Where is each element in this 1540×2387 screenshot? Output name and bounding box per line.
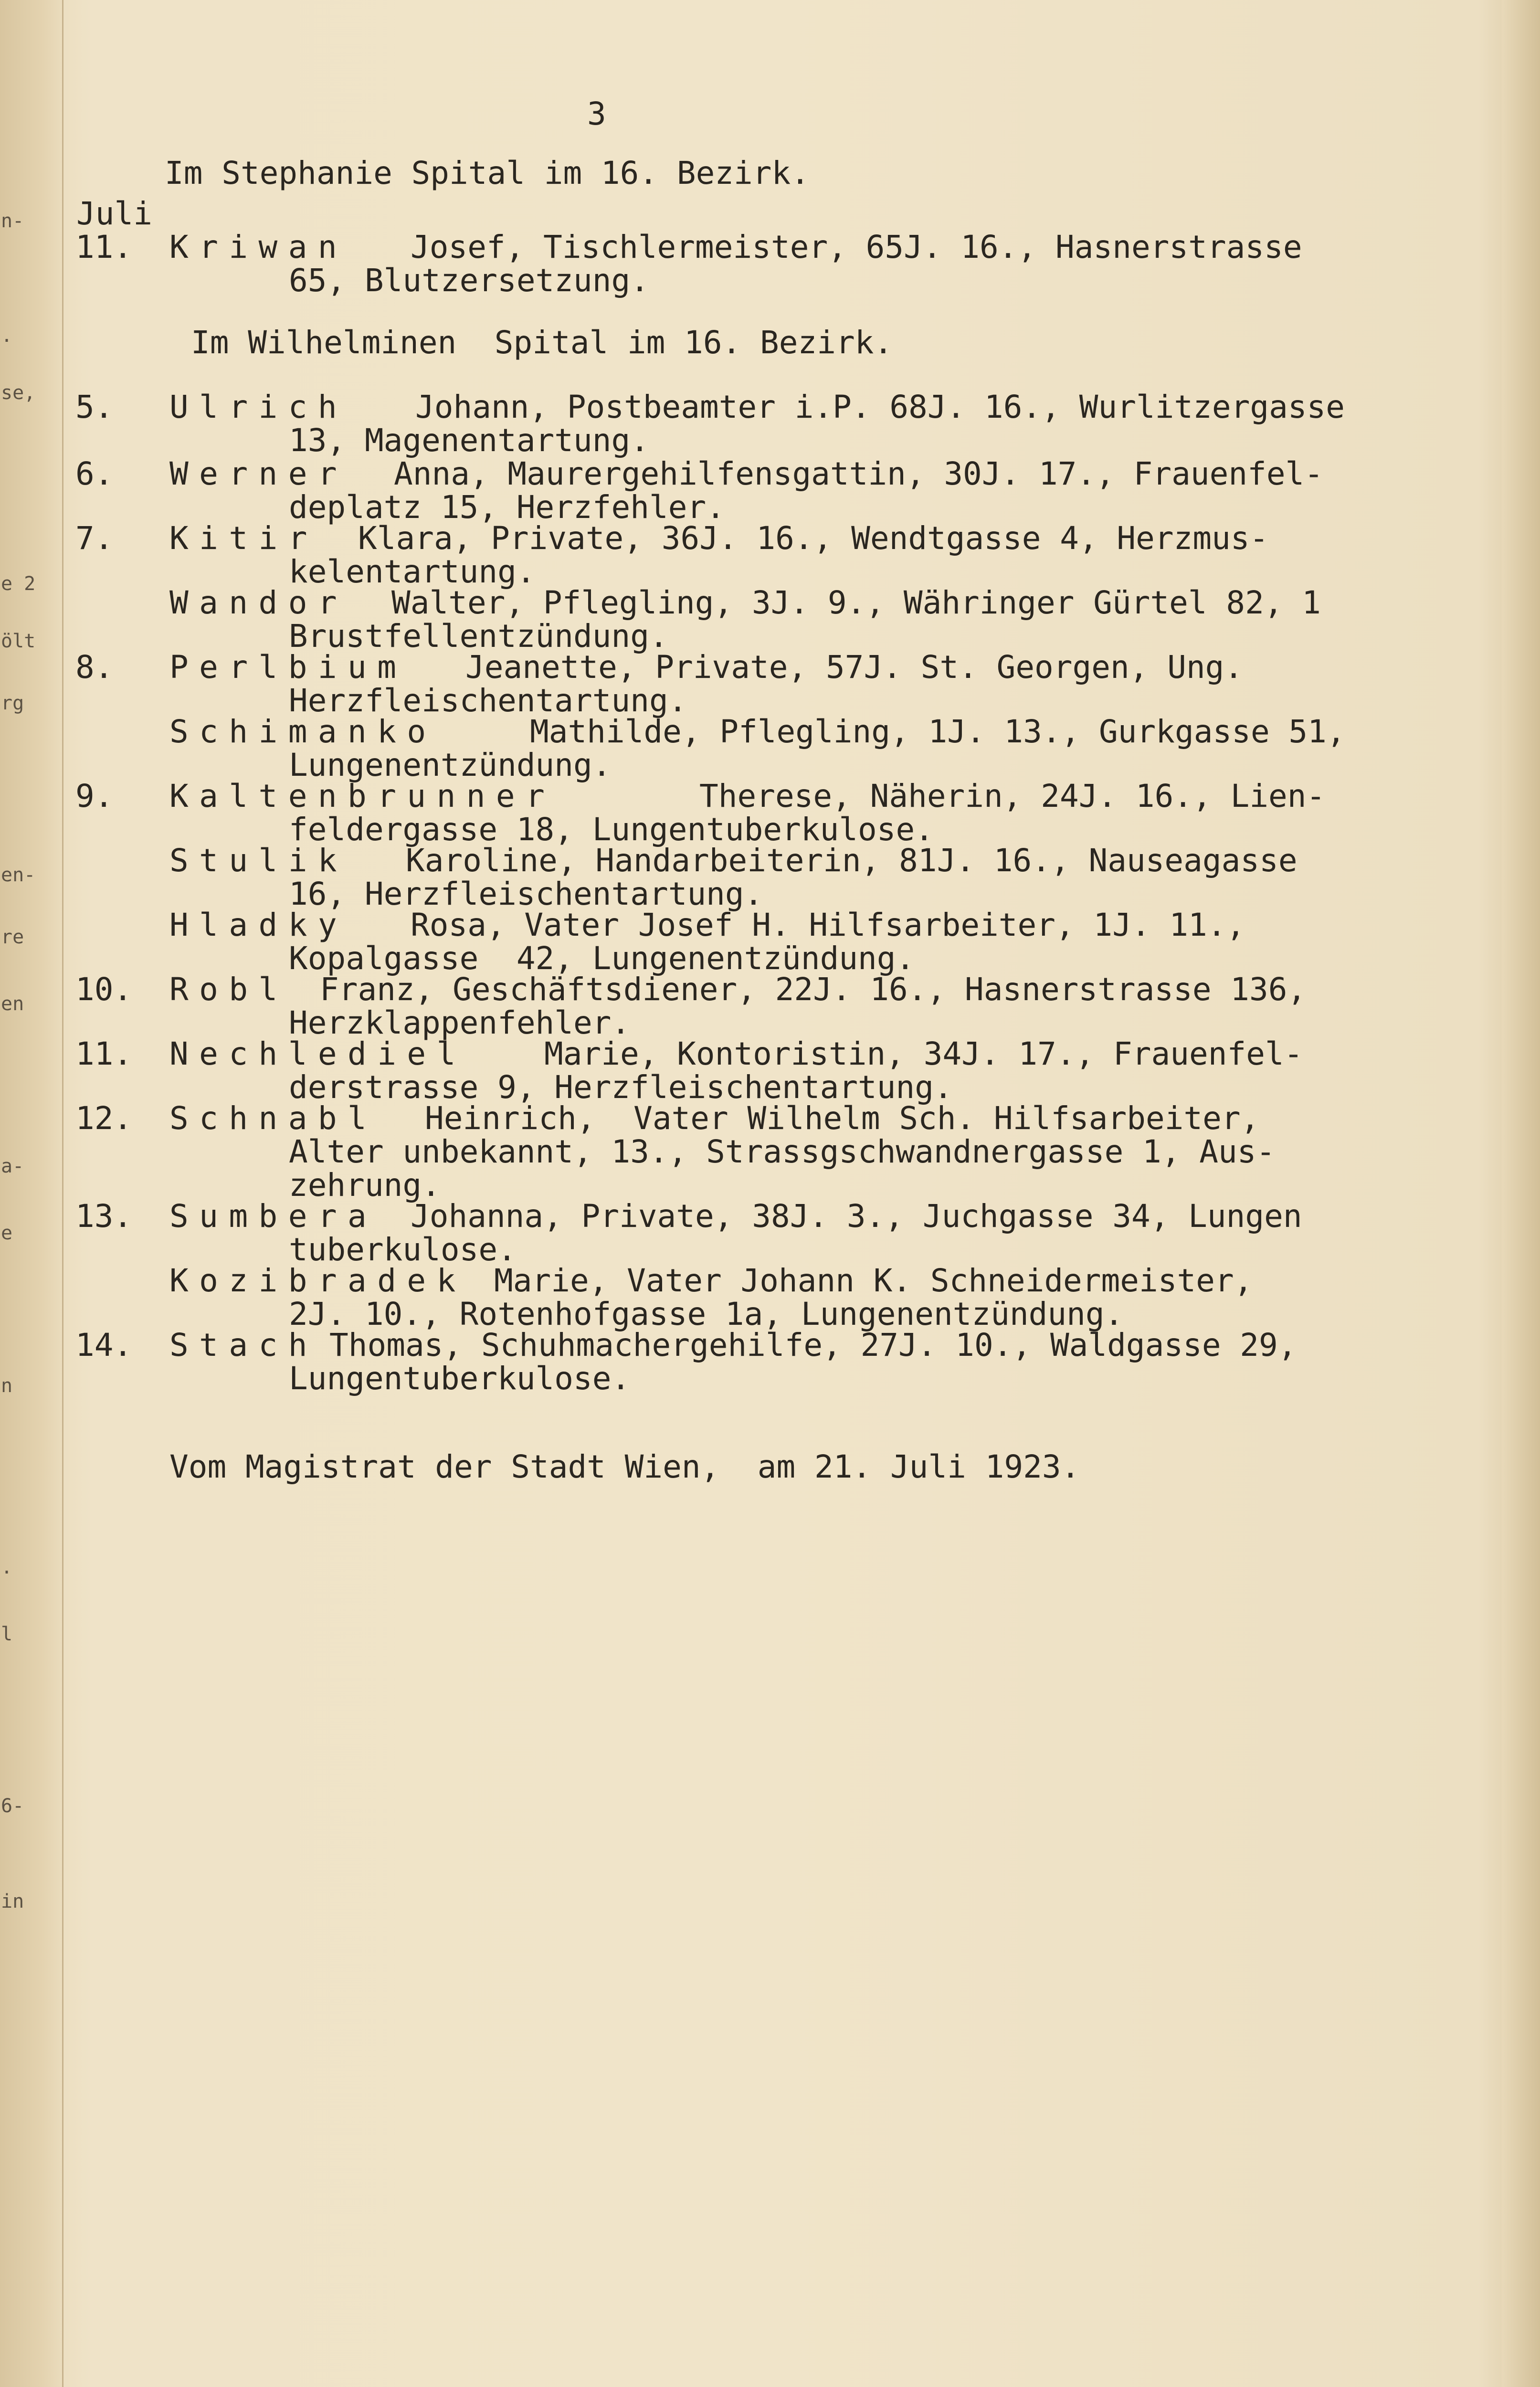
entry-text: kelentartung. [289, 553, 536, 590]
entry-text: Thomas, Schuhmachergehilfe, 27J. 10., Waldgasse 29, [329, 1327, 1297, 1363]
entry-day: 5. [75, 389, 114, 425]
entry-day: 12. [75, 1100, 133, 1137]
entry-text: Herzfleischentartung. [289, 682, 687, 719]
entry-text: deplatz 15, Herzfehler. [289, 489, 725, 526]
entry-surname: Wandor [169, 584, 348, 621]
entry-text: Marie, Vater Johann K. Schneidermeister, [494, 1262, 1253, 1299]
entry-text: Rosa, Vater Josef H. Hilfsarbeiter, 1J. 11., [411, 907, 1245, 943]
margin-fragment: . [1, 325, 13, 347]
entry-surname: Robl [169, 971, 288, 1008]
entry-text: feldergasse 18, Lungentuberkulose. [289, 811, 934, 848]
margin-fragment: in [1, 1891, 24, 1912]
margin-fragment: en- [1, 864, 36, 886]
entry-surname: Schimanko [169, 713, 437, 750]
entry-surname: Stulik [169, 842, 348, 879]
section-heading-wilhelminen: Im Wilhelminen Spital im 16. Bezirk. [191, 324, 893, 361]
entry-text: Josef, Tischlermeister, 65J. 16., Hasnerstrasse [411, 229, 1302, 265]
margin-fragment: se, [1, 382, 36, 404]
entry-day: 11. [75, 229, 133, 265]
entry-surname: Perlbium [169, 649, 407, 686]
margin-fragment: n- [1, 210, 24, 232]
closing-signature-line: Vom Magistrat der Stadt Wien, am 21. Juli 1923. [169, 1448, 1080, 1485]
margin-fragment: rg [1, 692, 24, 714]
entry-text: Heinrich, Vater Wilhelm Sch. Hilfsarbeiter, [425, 1100, 1260, 1137]
section-heading-stephanie: Im Stephanie Spital im 16. Bezirk. [165, 155, 810, 191]
entry-text: Klara, Private, 36J. 16., Wendtgasse 4, Herzmus- [358, 520, 1269, 557]
margin-fragment: re [1, 926, 24, 948]
entry-text: Anna, Maurergehilfensgattin, 30J. 17., Frauenfel- [394, 455, 1324, 492]
entry-surname: Hladky [169, 907, 348, 943]
entry-text: 2J. 10., Rotenhofgasse 1a, Lungenentzündung. [289, 1296, 1124, 1332]
entry-surname: Stach [169, 1327, 318, 1363]
entry-surname: Sumbera [169, 1198, 378, 1235]
entry-text: derstrasse 9, Herzfleischentartung. [289, 1069, 953, 1106]
entry-day: 10. [75, 971, 133, 1008]
margin-fragment: l [1, 1623, 13, 1645]
margin-fragment: ölt [1, 630, 36, 652]
entry-surname: Kitir [169, 520, 318, 557]
entry-day: 13. [75, 1198, 133, 1235]
margin-fragment: en [1, 993, 24, 1015]
entry-text: Brustfellentzündung. [289, 618, 668, 655]
entry-day: 8. [75, 649, 114, 686]
entry-surname: Kaltenbrunner [169, 778, 556, 814]
entry-text: Lungenentzündung. [289, 747, 612, 783]
page-number: 3 [587, 95, 606, 132]
entry-surname: Kozibradek [169, 1262, 466, 1299]
previous-page-edge [0, 0, 63, 2387]
entry-text: 16, Herzfleischentartung. [289, 876, 763, 912]
entry-text: tuberkulose. [289, 1231, 517, 1268]
entry-text: Johann, Postbeamter i.P. 68J. 16., Wurlitzergasse [415, 389, 1345, 425]
entry-text: 65, Blutzersetzung. [289, 262, 649, 299]
month-label: Juli [76, 195, 152, 232]
entry-text: Marie, Kontoristin, 34J. 17., Frauenfel- [544, 1035, 1303, 1072]
margin-fragment: e 2 [1, 573, 36, 595]
entry-surname: Kriwan [169, 229, 348, 265]
entry-text: Johanna, Private, 38J. 3., Juchgasse 34, Lungen [411, 1198, 1302, 1235]
entry-text: Karoline, Handarbeiterin, 81J. 16., Nauseagasse [406, 842, 1297, 879]
page-right-edge [1502, 0, 1540, 2387]
entry-text: Alter unbekannt, 13., Strassgschwandnergasse 1, Aus- [289, 1133, 1276, 1170]
margin-fragment: n [1, 1375, 13, 1397]
entry-text: Mathilde, Pflegling, 1J. 13., Gurkgasse 51, [530, 713, 1346, 750]
entry-text: zehrung. [289, 1167, 441, 1204]
entry-text: Jeanette, Private, 57J. St. Georgen, Ung. [465, 649, 1244, 686]
entry-day: 6. [75, 455, 114, 492]
entry-text: Franz, Geschäftsdiener, 22J. 16., Hasnerstrasse 136, [320, 971, 1307, 1008]
margin-fragment: a- [1, 1155, 24, 1177]
entry-day: 14. [75, 1327, 133, 1363]
entry-text: Walter, Pflegling, 3J. 9., Währinger Gürtel 82, 1 [391, 584, 1321, 621]
entry-surname: Nechlediel [169, 1035, 466, 1072]
entry-text: Kopalgasse 42, Lungenentzündung. [289, 940, 915, 977]
entry-surname: Schnabl [169, 1100, 378, 1137]
entry-text: Herzklappenfehler. [289, 1004, 631, 1041]
entry-surname: Werner [169, 455, 348, 492]
entry-text: Therese, Näherin, 24J. 16., Lien- [699, 778, 1326, 814]
entry-day: 11. [75, 1035, 133, 1072]
entry-text: 13, Magenentartung. [289, 422, 649, 459]
margin-fragment: 6- [1, 1795, 24, 1817]
entry-day: 9. [75, 778, 114, 814]
entry-day: 7. [75, 520, 114, 557]
margin-fragment: e [1, 1222, 13, 1244]
margin-fragment: . [1, 1556, 13, 1578]
entry-surname: Ulrich [169, 389, 348, 425]
entry-text: Lungentuberkulose. [289, 1360, 631, 1397]
